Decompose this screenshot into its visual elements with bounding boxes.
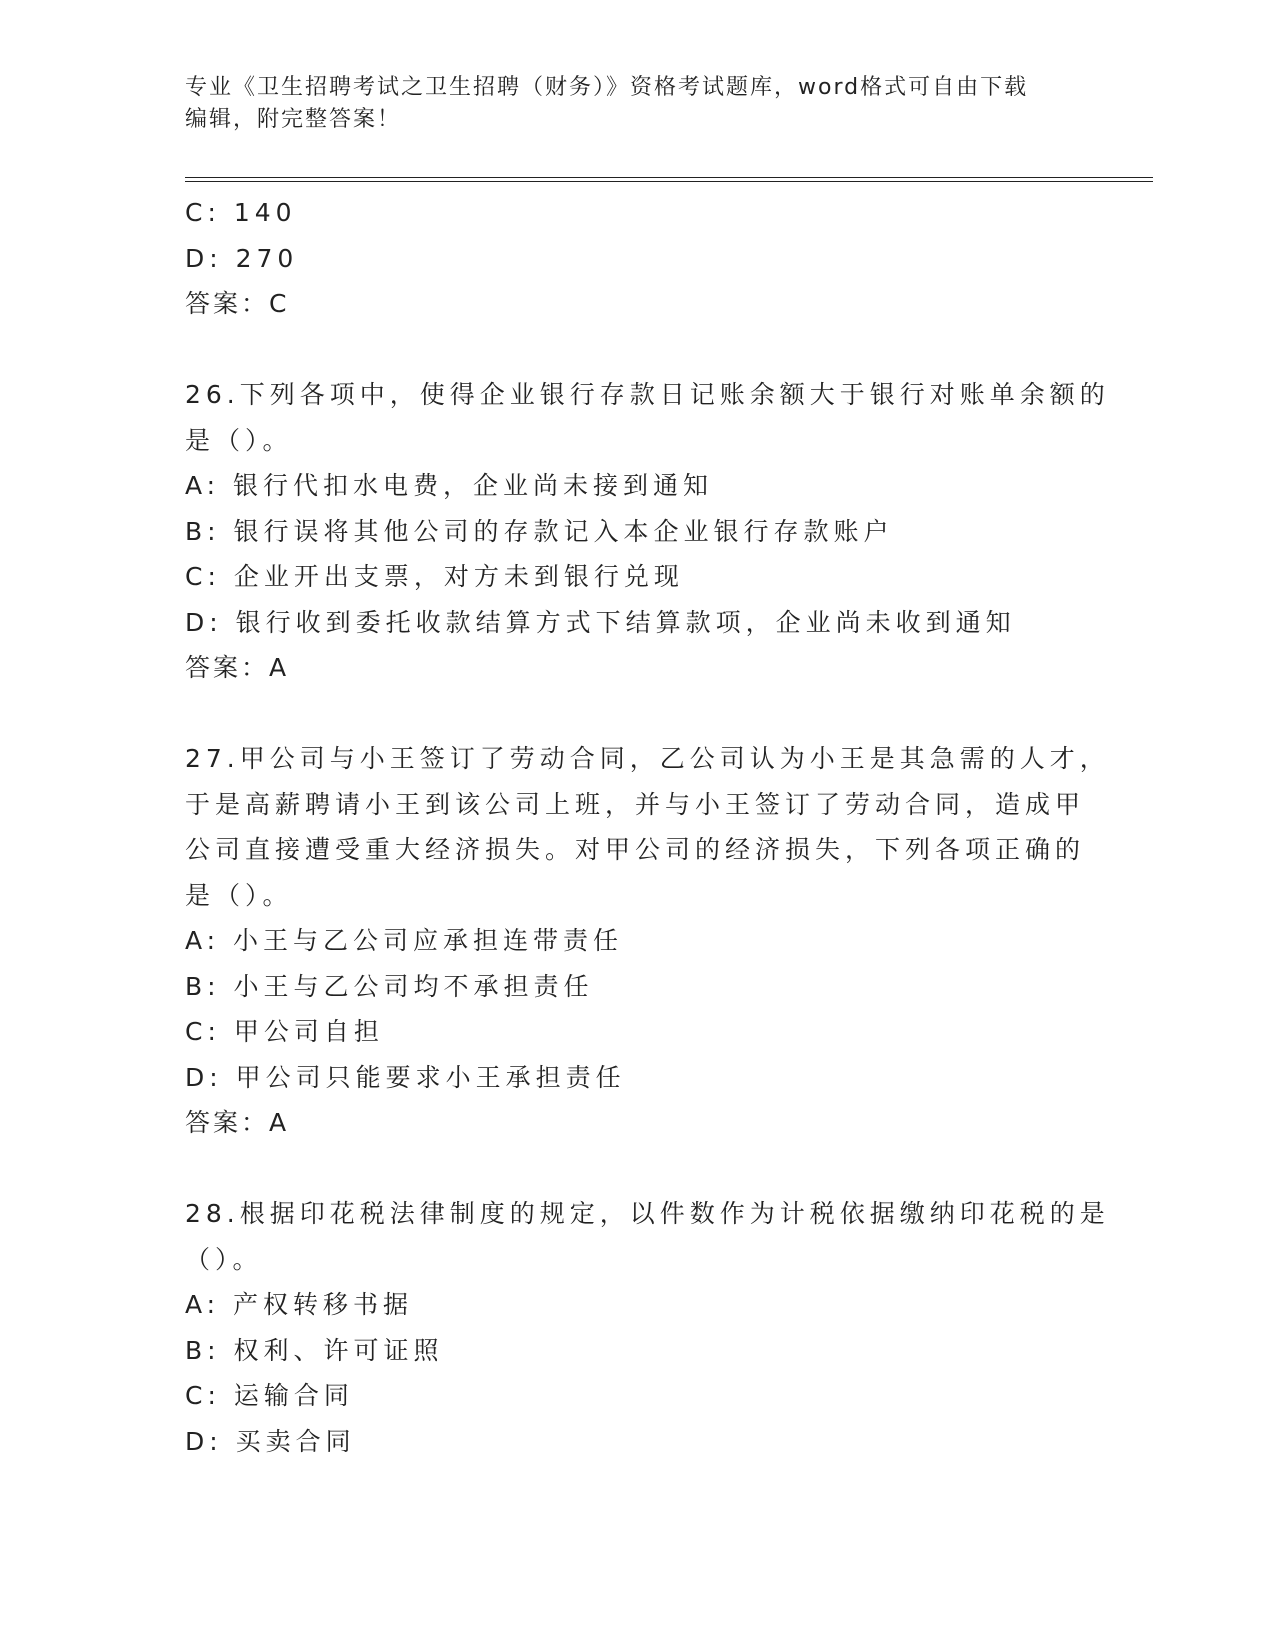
option-b: B: 小王与乙公司均不承担责任 bbox=[185, 971, 594, 1001]
option-a: A: 银行代扣水电费，企业尚未接到通知 bbox=[185, 471, 714, 500]
answer: 答案：A bbox=[185, 653, 290, 682]
option-d: D: 甲公司只能要求小王承担责任 bbox=[185, 1062, 626, 1092]
header-rule-top bbox=[185, 177, 1153, 178]
spacer bbox=[185, 327, 1085, 373]
answer: 答案：A bbox=[185, 1108, 290, 1137]
spacer bbox=[185, 1146, 1085, 1192]
question-stem: 26.下列各项中，使得企业银行存款日记账余额大于银行对账单余额的 bbox=[185, 380, 1110, 409]
option-d: D: 买卖合同 bbox=[185, 1426, 356, 1456]
question-stem: 27.甲公司与小王签订了劳动合同，乙公司认为小王是其急需的人才， bbox=[185, 744, 1110, 773]
option-a: A: 小王与乙公司应承担连带责任 bbox=[185, 926, 624, 955]
header-rule-bottom bbox=[185, 181, 1153, 182]
page-header bbox=[185, 72, 1085, 136]
option-d: D: 270 bbox=[185, 243, 299, 273]
question-stem: 28.根据印花税法律制度的规定，以件数作为计税依据缴纳印花税的是 bbox=[185, 1199, 1110, 1228]
question-stem: 于是高薪聘请小王到该公司上班，并与小王签订了劳动合同，造成甲 bbox=[185, 789, 1086, 819]
option-b: B: 银行误将其他公司的存款记入本企业银行存款账户 bbox=[185, 516, 894, 546]
question-body bbox=[185, 190, 1110, 1464]
spacer bbox=[185, 691, 1085, 737]
header-line-1: 专业《卫生招聘考试之卫生招聘（财务）》资格考试题库，word格式可自由下载 bbox=[185, 75, 1029, 100]
option-c: C: 140 bbox=[185, 198, 297, 227]
question-26 bbox=[185, 372, 1110, 691]
question-28 bbox=[185, 1191, 1110, 1464]
option-c: C: 甲公司自担 bbox=[185, 1017, 384, 1046]
option-d: D: 银行收到委托收款结算方式下结算款项，企业尚未收到通知 bbox=[185, 607, 1016, 637]
option-b: B: 权利、许可证照 bbox=[185, 1335, 444, 1365]
question-stem: 是（）。 bbox=[185, 880, 293, 910]
option-a: A: 产权转移书据 bbox=[185, 1290, 414, 1319]
question-25 bbox=[185, 190, 1085, 327]
answer: 答案：C bbox=[185, 289, 290, 318]
header-line-2: 编辑，附完整答案！ bbox=[185, 107, 402, 132]
question-stem: 是（）。 bbox=[185, 425, 293, 455]
question-27 bbox=[185, 736, 1110, 1146]
question-stem: （）。 bbox=[185, 1244, 263, 1274]
option-c: C: 企业开出支票，对方未到银行兑现 bbox=[185, 562, 684, 591]
question-stem: 公司直接遭受重大经济损失。对甲公司的经济损失，下列各项正确的 bbox=[185, 835, 1086, 864]
option-c: C: 运输合同 bbox=[185, 1381, 354, 1410]
